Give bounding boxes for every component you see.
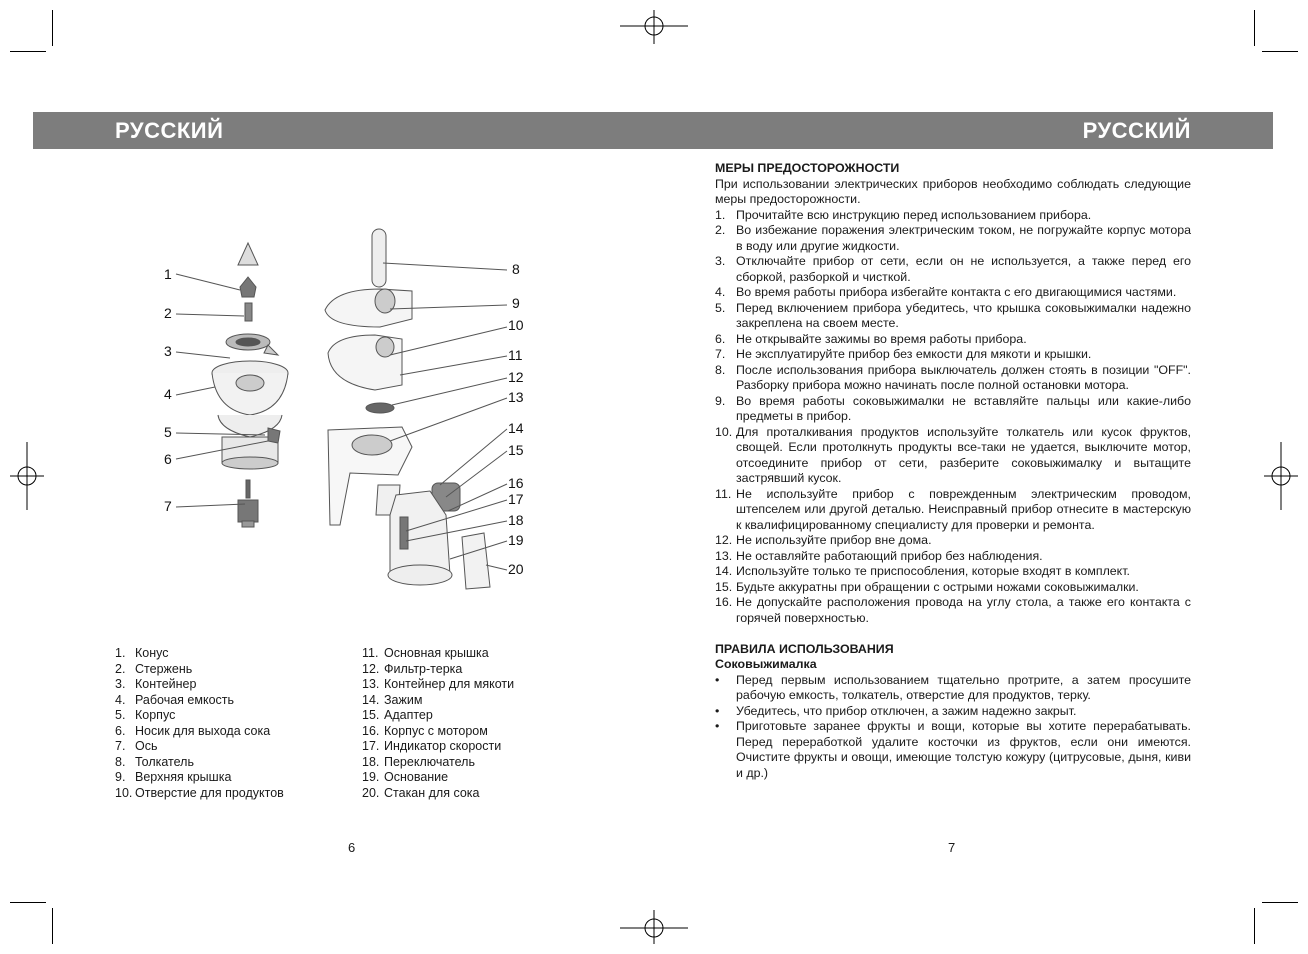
- registration-mark-bottom: [620, 910, 688, 944]
- item-label: Верхняя крышка: [135, 770, 232, 784]
- subsection-title-juicer: Соковыжималка: [715, 657, 817, 671]
- item-text: Будьте аккуратны при обращении с острыми ножами соковыжималки.: [736, 579, 1139, 594]
- list-item: [362, 693, 602, 709]
- list-item: [715, 595, 1191, 626]
- callout-12: 12: [508, 369, 524, 385]
- list-item: [715, 285, 1191, 301]
- item-number: 3.: [715, 254, 726, 268]
- item-number: 4.: [115, 692, 126, 707]
- list-item: [715, 719, 1191, 781]
- item-number: 11.: [362, 646, 379, 660]
- item-number: 13.: [715, 548, 733, 563]
- item-number: 7.: [115, 739, 126, 753]
- item-label: Основание: [384, 770, 449, 784]
- item-label: Переключатель: [384, 754, 475, 769]
- header-title-left: РУССКИЙ: [115, 118, 224, 143]
- list-item: [715, 425, 1191, 487]
- item-text: Отключайте прибор от сети, если он не используется, а также перед его сборкой, разборкой и чисткой.: [736, 254, 1191, 284]
- crop-mark: [1254, 908, 1255, 944]
- item-number: 7.: [715, 347, 726, 361]
- item-number: 18.: [362, 754, 380, 769]
- list-item: [715, 580, 1191, 596]
- item-number: 5.: [115, 708, 126, 722]
- list-item: [115, 739, 355, 755]
- item-label: Толкатель: [135, 754, 194, 769]
- registration-mark-right: [1264, 442, 1298, 510]
- item-number: 1.: [715, 207, 726, 222]
- item-number: 19.: [362, 770, 380, 784]
- item-label: Стержень: [135, 661, 193, 676]
- crop-mark: [10, 51, 46, 52]
- header-band: [33, 112, 1273, 149]
- item-text: Не оставляйте работающий прибор без наблюдения.: [736, 548, 1043, 563]
- item-number: 6.: [115, 723, 126, 738]
- list-item: [715, 704, 1191, 720]
- item-text: Не эксплуатируйте прибор без емкости для мякоти и крышки.: [736, 347, 1092, 361]
- item-number: 17.: [362, 739, 380, 753]
- item-number: 14.: [715, 564, 733, 578]
- callout-11: 11: [508, 347, 523, 363]
- header-title-right: РУССКИЙ: [1082, 118, 1191, 143]
- precautions-intro: При использовании электрических приборов необходимо соблюдать следующие меры предосторожности.: [715, 176, 1191, 206]
- parts-list-right: [362, 646, 602, 801]
- crop-mark: [10, 902, 46, 903]
- item-label: Отверстие для продуктов: [135, 785, 284, 800]
- item-number: 2.: [115, 661, 126, 676]
- list-item: [362, 677, 602, 693]
- item-number: 8.: [115, 754, 126, 769]
- bullet: •: [715, 719, 720, 733]
- item-number: 15.: [362, 708, 380, 722]
- item-text: Во избежание поражения электрическим током, не погружайте корпус мотора в воду или другие жидкости.: [736, 223, 1191, 253]
- registration-mark-left: [10, 442, 44, 510]
- list-item: [715, 487, 1191, 534]
- list-item: [715, 208, 1191, 224]
- callout-7: 7: [164, 498, 172, 514]
- list-item: [115, 786, 355, 802]
- item-label: Фильтр-терка: [384, 661, 463, 676]
- item-number: 9.: [115, 770, 126, 784]
- list-item: [715, 549, 1191, 565]
- callout-15: 15: [508, 442, 524, 458]
- item-number: 2.: [715, 223, 726, 237]
- list-item: [715, 363, 1191, 394]
- callout-10: 10: [508, 317, 524, 333]
- item-text: Не используйте прибор вне дома.: [736, 533, 932, 547]
- right-page-text: [715, 161, 1191, 781]
- parts-list-left: [115, 646, 355, 801]
- crop-mark: [1262, 902, 1298, 903]
- item-text: Перед включением прибора убедитесь, что крышка соковыжималки надежно закреплена на своем месте.: [736, 300, 1191, 330]
- item-label: Рабочая емкость: [135, 692, 235, 707]
- bullet: •: [715, 672, 720, 687]
- list-item: [362, 786, 602, 802]
- item-number: 8.: [715, 362, 726, 377]
- registration-mark-top: [620, 10, 688, 44]
- list-item: [115, 708, 355, 724]
- callout-19: 19: [508, 532, 524, 548]
- item-text: Перед первым использованием тщательно протрите, а затем просушите рабочую емкость, толкатель, отверстие для продуктов, терку.: [736, 672, 1191, 702]
- item-number: 12.: [715, 533, 733, 547]
- section-title-usage: ПРАВИЛА ИСПОЛЬЗОВАНИЯ: [715, 641, 894, 656]
- item-number: 12.: [362, 661, 380, 676]
- callout-18: 18: [508, 512, 524, 528]
- crop-mark: [1254, 10, 1255, 46]
- list-item: [362, 662, 602, 678]
- juicer-exploded-diagram: [150, 215, 540, 605]
- item-number: 20.: [362, 785, 380, 800]
- item-number: 16.: [362, 723, 380, 738]
- list-item: [362, 755, 602, 771]
- list-item: [362, 708, 602, 724]
- list-item: [715, 347, 1191, 363]
- item-label: Корпус с мотором: [384, 723, 488, 738]
- crop-mark: [1262, 51, 1298, 52]
- item-text: Не используйте прибор с поврежденным электрическим проводом, штепселем или другой деталью. Неисправный прибор отнесите в мастерскую к квалифицированному специалисту для проверки и ремонта.: [736, 486, 1191, 532]
- item-text: Во время работы соковыжималки не вставляйте пальцы или какие-либо предметы в прибор.: [736, 393, 1191, 423]
- item-number: 16.: [715, 595, 733, 609]
- callout-8: 8: [512, 261, 520, 277]
- page-number-left: 6: [348, 840, 356, 855]
- item-text: Прочитайте всю инструкцию перед использованием прибора.: [736, 207, 1092, 222]
- item-text: Во время работы прибора избегайте контакта с его двигающимися частями.: [736, 285, 1177, 299]
- list-item: [115, 677, 355, 693]
- item-text: Приготовьте заранее фрукты и вощи, которые вы хотите перерабатывать. Перед переработкой удалите косточки из фруктов, если они имеются. Очистите фрукты и овощи, имеющие толстую кожуру (цитрусовые, дыня, киви и др.): [736, 719, 1191, 780]
- item-text: Для проталкивания продуктов используйте толкатель или кусок фруктов, свощей. Если протолкнуть продукты все-таки не удается, выключите мотор, отсоедините прибор от сети, разберите соковыжималку и вытащите застрявший кусок.: [736, 424, 1191, 485]
- item-label: Основная крышка: [384, 646, 489, 660]
- item-number: 6.: [715, 331, 726, 346]
- callout-9: 9: [512, 295, 520, 311]
- list-item: [115, 693, 355, 709]
- item-number: 9.: [715, 393, 726, 408]
- callout-6: 6: [164, 451, 172, 467]
- callout-13: 13: [508, 389, 524, 405]
- callout-2: 2: [164, 305, 172, 321]
- list-item: [115, 646, 355, 662]
- list-item: [715, 254, 1191, 285]
- item-label: Ось: [135, 739, 158, 753]
- item-label: Индикатор скорости: [384, 739, 502, 753]
- list-item: [362, 770, 602, 786]
- callout-3: 3: [164, 343, 172, 359]
- list-item: [715, 564, 1191, 580]
- item-label: Носик для выхода сока: [135, 723, 271, 738]
- list-item: [362, 646, 602, 662]
- list-item: [362, 739, 602, 755]
- item-number: 13.: [362, 677, 380, 691]
- item-number: 10.: [715, 424, 733, 439]
- bullet: •: [715, 703, 720, 718]
- list-item: [715, 301, 1191, 332]
- item-label: Контейнер: [135, 677, 197, 691]
- list-item: [115, 662, 355, 678]
- item-number: 5.: [715, 300, 726, 315]
- crop-mark: [52, 10, 53, 46]
- item-text: После использования прибора выключатель должен стоять в позиции "OFF". Разборку прибора можно начинать после полной остановки мотора.: [736, 362, 1191, 392]
- section-title-precautions: МЕРЫ ПРЕДОСТОРОЖНОСТИ: [715, 161, 900, 175]
- item-text: Не открывайте зажимы во время работы прибора.: [736, 331, 1027, 346]
- list-item: [715, 533, 1191, 549]
- callout-14: 14: [508, 420, 524, 436]
- callout-5: 5: [164, 424, 172, 440]
- item-label: Контейнер для мякоти: [384, 677, 515, 691]
- item-number: 14.: [362, 692, 380, 707]
- callout-4: 4: [164, 386, 172, 402]
- list-item: [715, 673, 1191, 704]
- callout-20: 20: [508, 561, 524, 577]
- item-text: Не допускайте расположения провода на углу стола, а также его контакта с горячей поверхностью.: [736, 595, 1191, 625]
- list-item: [115, 724, 355, 740]
- item-number: 15.: [715, 579, 733, 594]
- item-number: 11.: [715, 486, 732, 501]
- item-text: Убедитесь, что прибор отключен, а зажим надежно закрыт.: [736, 703, 1077, 718]
- list-item: [362, 724, 602, 740]
- item-label: Конус: [135, 646, 169, 660]
- item-label: Корпус: [135, 708, 176, 722]
- item-label: Зажим: [384, 692, 423, 707]
- item-label: Адаптер: [384, 708, 433, 722]
- item-text: Используйте только те приспособления, которые входят в комплект.: [736, 564, 1130, 578]
- list-item: [715, 332, 1191, 348]
- callout-16: 16: [508, 475, 524, 491]
- crop-mark: [52, 908, 53, 944]
- list-item: [115, 770, 355, 786]
- item-number: 10.: [115, 785, 133, 800]
- item-label: Стакан для сока: [384, 785, 480, 800]
- item-number: 4.: [715, 285, 726, 299]
- callout-17: 17: [508, 491, 524, 507]
- spacer: [715, 626, 1191, 642]
- list-item: [115, 755, 355, 771]
- callout-1: 1: [164, 266, 172, 282]
- list-item: [715, 223, 1191, 254]
- item-number: 1.: [115, 646, 126, 660]
- page-number-right: 7: [948, 840, 956, 855]
- list-item: [715, 394, 1191, 425]
- item-number: 3.: [115, 677, 126, 691]
